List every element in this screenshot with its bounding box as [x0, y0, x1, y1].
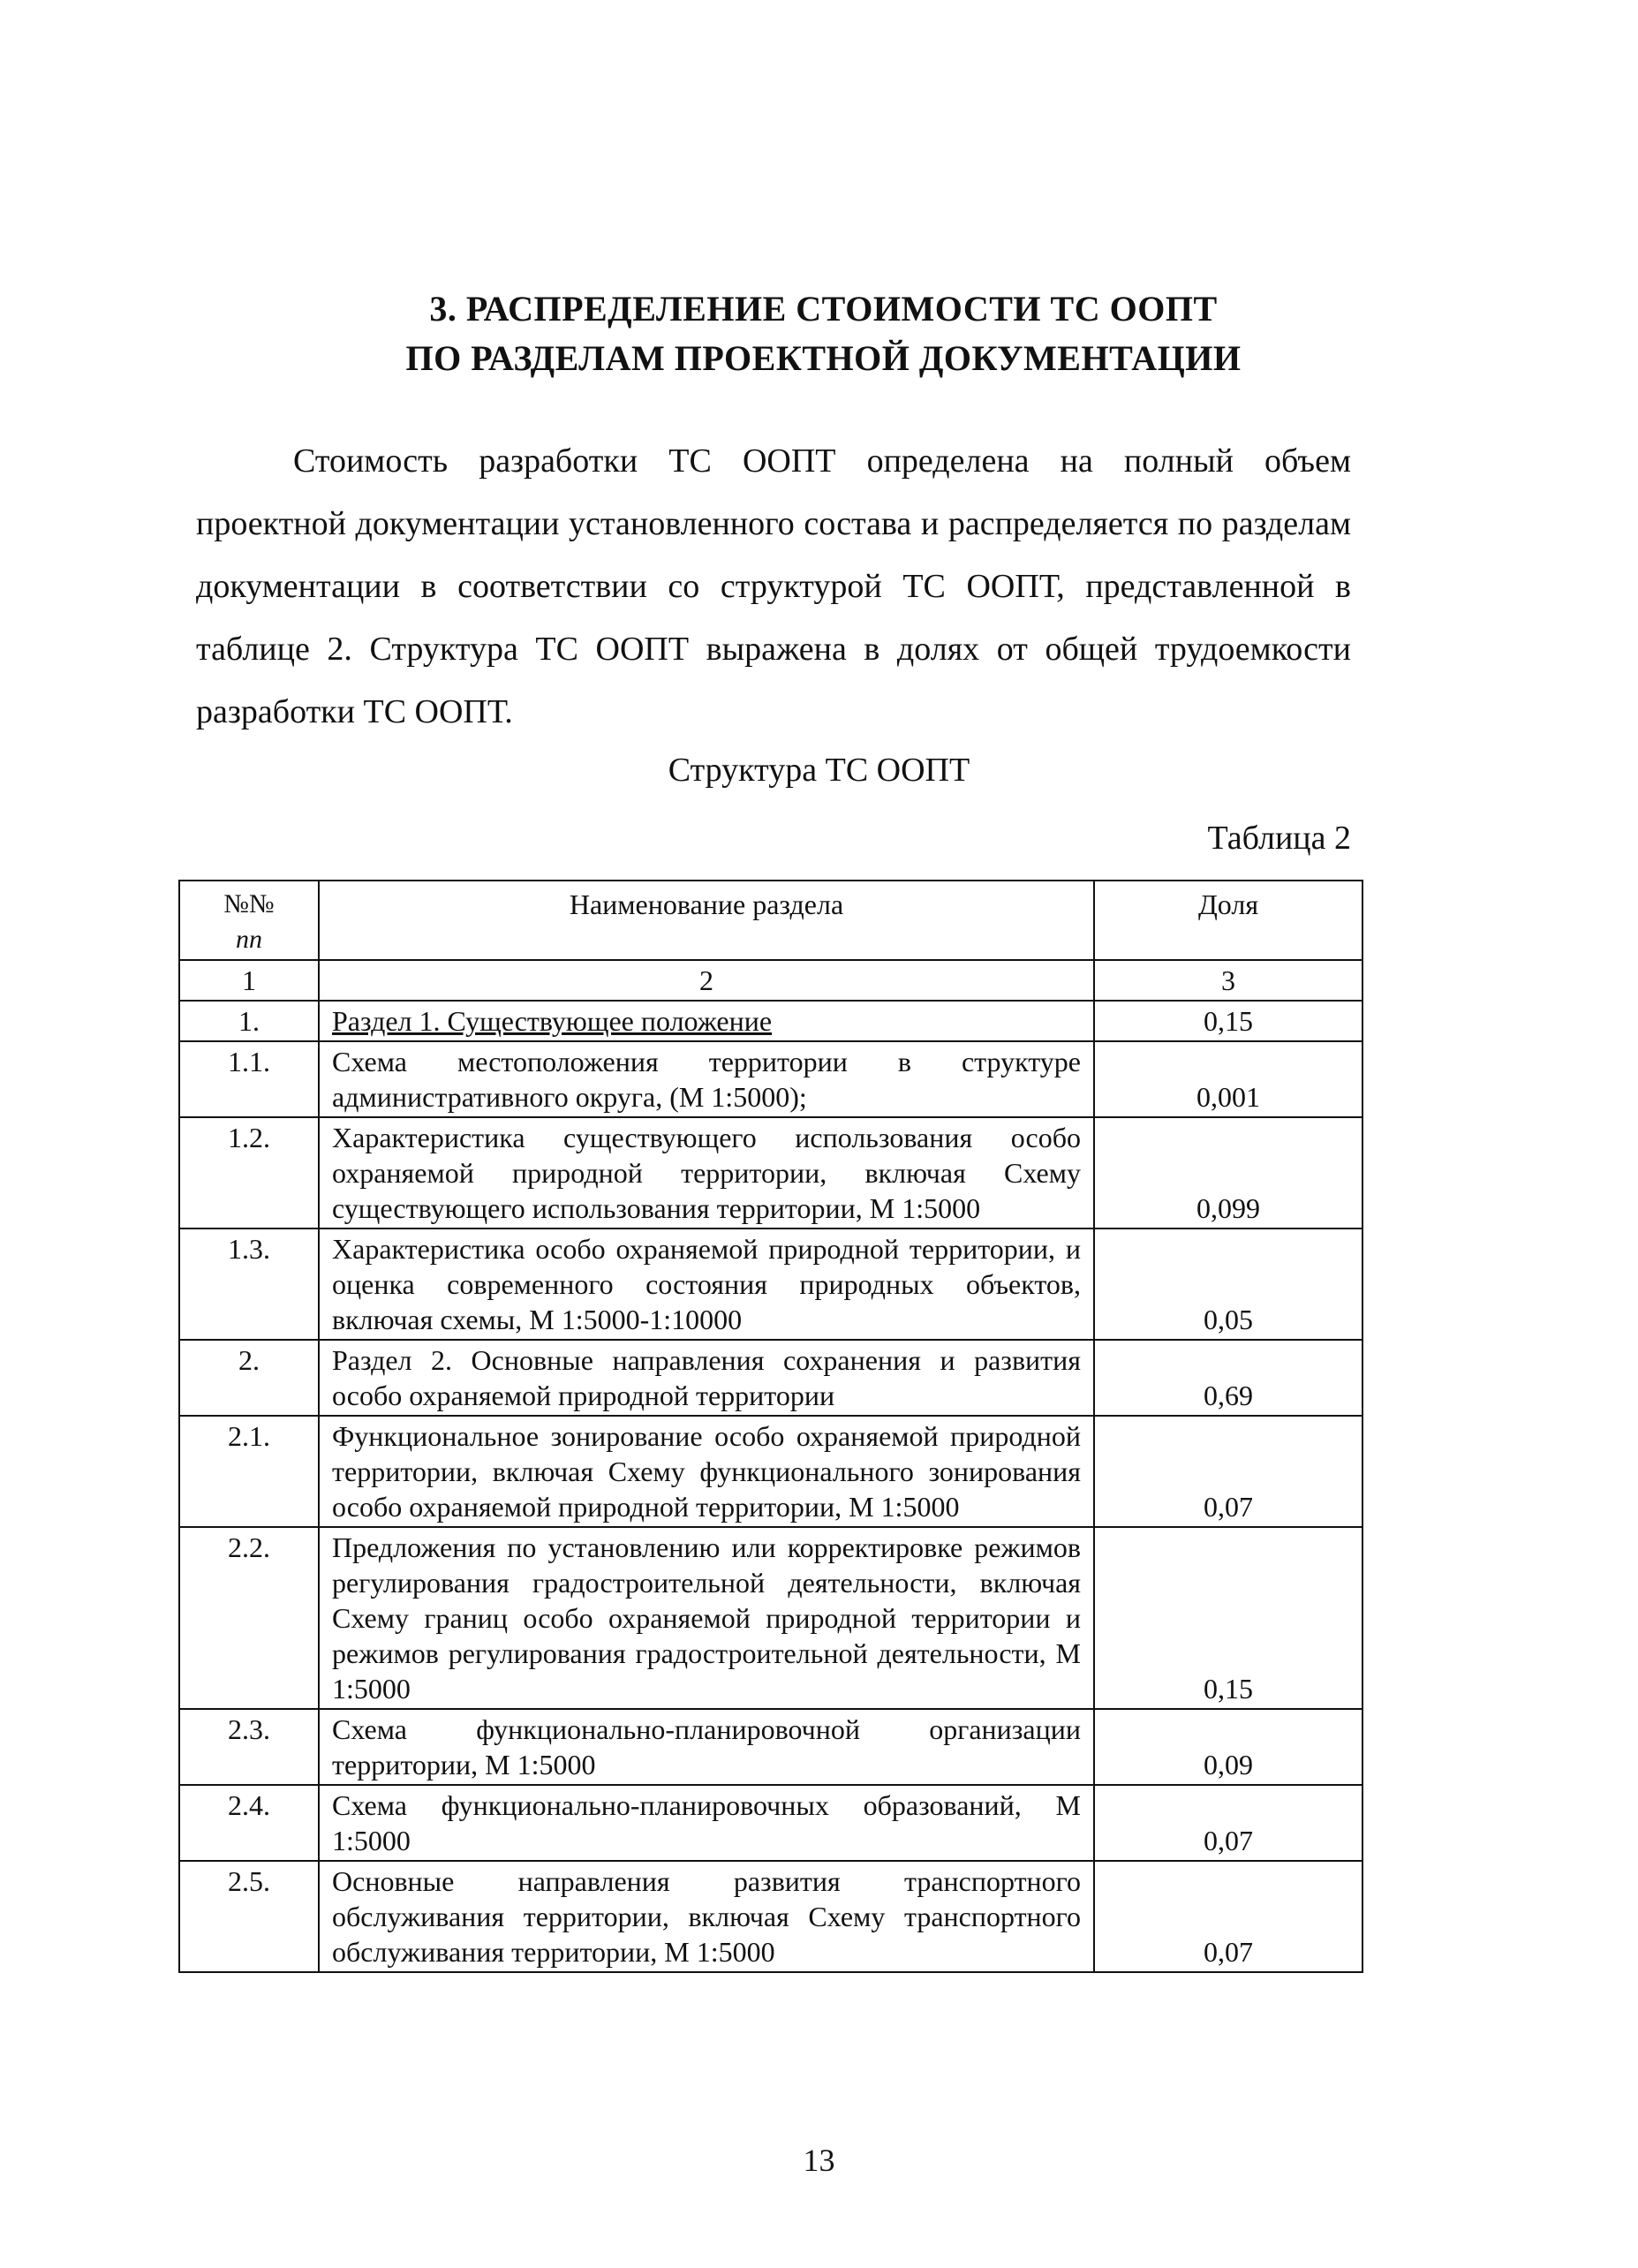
table-row	[179, 1228, 1362, 1340]
structure-table	[178, 880, 1363, 1973]
row-number: 1.1.	[179, 1041, 319, 1117]
row-name: Характеристика особо охраняемой природной территории, и оценка современного состояния природных объектов, включая схемы, М 1:5000-1:10000	[319, 1228, 1094, 1340]
table-row	[179, 1861, 1362, 1972]
section-title-line-1: 3. РАСПРЕДЕЛЕНИЕ СТОИМОСТИ ТС ООПТ	[429, 289, 1218, 329]
row-share: 0,07	[1094, 1785, 1362, 1861]
row-name: Предложения по установлению или корректировке режимов регулирования градостроительной деятельности, включая Схему границ особо охраняемой природной территории и режимов регулирования градостроительной деятельности, М 1:5000	[319, 1527, 1094, 1709]
row-share: 0,07	[1094, 1416, 1362, 1527]
table-row	[179, 1416, 1362, 1527]
table-number: Таблица 2	[1207, 820, 1351, 857]
table-header-row	[179, 881, 1362, 960]
column-number: 2	[319, 960, 1094, 1001]
row-number: 2.	[179, 1340, 319, 1416]
section-title	[0, 284, 1638, 383]
row-name: Схема функционально-планировочных образований, М 1:5000	[319, 1785, 1094, 1861]
table-row	[179, 1041, 1362, 1117]
table-row	[179, 1785, 1362, 1861]
row-number: 1.2.	[179, 1117, 319, 1228]
column-number: 3	[1094, 960, 1362, 1001]
row-number: 2.3.	[179, 1709, 319, 1785]
row-number: 2.1.	[179, 1416, 319, 1527]
row-name: Раздел 2. Основные направления сохранения и развития особо охраняемой природной территории	[319, 1340, 1094, 1416]
row-name: Раздел 1. Существующее положение	[319, 1001, 1094, 1041]
row-name: Схема местоположения территории в структуре административного округа, (М 1:5000);	[319, 1041, 1094, 1117]
row-name: Основные направления развития транспортного обслуживания территории, включая Схему транспортного обслуживания территории, М 1:5000	[319, 1861, 1094, 1972]
row-number: 1.	[179, 1001, 319, 1041]
row-share: 0,001	[1094, 1041, 1362, 1117]
header-number-line-1: №№	[223, 889, 275, 919]
row-number: 2.4.	[179, 1785, 319, 1861]
table-row	[179, 1527, 1362, 1709]
row-name: Схема функционально-планировочной организации территории, М 1:5000	[319, 1709, 1094, 1785]
row-number: 1.3.	[179, 1228, 319, 1340]
row-share: 0,05	[1094, 1228, 1362, 1340]
row-number: 2.5.	[179, 1861, 319, 1972]
row-share: 0,09	[1094, 1709, 1362, 1785]
header-number-line-2: пп	[236, 925, 262, 954]
table-caption: Структура ТС ООПТ	[668, 752, 970, 789]
row-share: 0,15	[1094, 1001, 1362, 1041]
row-name: Характеристика существующего использования особо охраняемой природной территории, включая Схему существующего использования территории, М 1:5000	[319, 1117, 1094, 1228]
column-number-row	[179, 960, 1362, 1001]
row-share: 0,69	[1094, 1340, 1362, 1416]
table-row	[179, 1340, 1362, 1416]
row-share: 0,15	[1094, 1527, 1362, 1709]
row-share: 0,07	[1094, 1861, 1362, 1972]
row-name: Функциональное зонирование особо охраняемой природной территории, включая Схему функционального зонирования особо охраняемой природной территории, М 1:5000	[319, 1416, 1094, 1527]
page-number: 13	[803, 2143, 835, 2178]
column-number: 1	[179, 960, 319, 1001]
intro-paragraph: Стоимость разработки ТС ООПТ определена на полный объем проектной документации установленного состава и распределяется по разделам документации в соответствии со структурой ТС ООПТ, представленной в таблице 2. Структура ТС ООПТ выражена в долях от общей трудоемкости разработки ТС ООПТ.	[196, 442, 1351, 730]
header-name: Наименование раздела	[319, 881, 1094, 960]
table-row	[179, 1709, 1362, 1785]
header-number	[179, 881, 319, 960]
table-row	[179, 1117, 1362, 1228]
header-share: Доля	[1094, 881, 1362, 960]
row-number: 2.2.	[179, 1527, 319, 1709]
row-share: 0,099	[1094, 1117, 1362, 1228]
section-title-line-2: ПО РАЗДЕЛАМ ПРОЕКТНОЙ ДОКУМЕНТАЦИИ	[405, 338, 1242, 378]
table-row	[179, 1001, 1362, 1041]
